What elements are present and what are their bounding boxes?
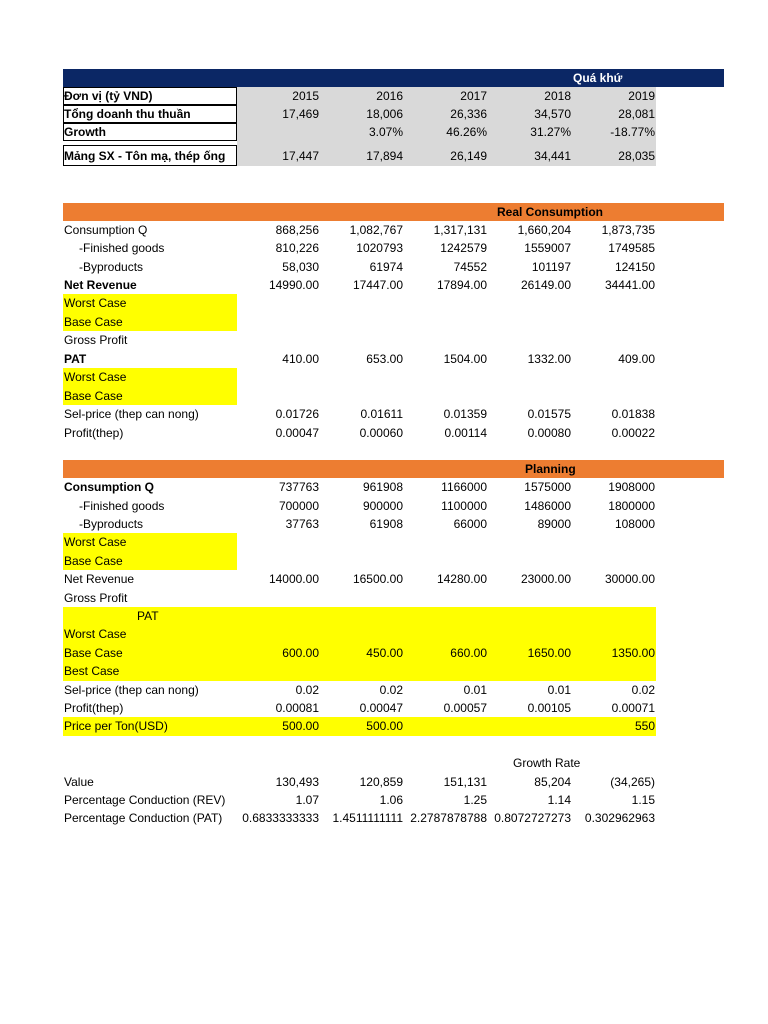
value-cell[interactable]: -18.77% <box>610 125 655 139</box>
value-cell[interactable]: 1166000 <box>441 480 487 494</box>
value-cell[interactable]: 101197 <box>531 260 571 274</box>
value-cell[interactable] <box>571 625 655 643</box>
value-cell[interactable]: 0.00057 <box>443 701 487 715</box>
planning-band <box>63 460 724 478</box>
value-cell[interactable]: 1,317,131 <box>433 223 487 237</box>
value-cell[interactable]: 1749585 <box>608 241 655 255</box>
value-cell[interactable] <box>237 552 319 570</box>
value-cell[interactable]: 1.07 <box>295 793 319 807</box>
value-cell[interactable]: 58,030 <box>282 260 319 274</box>
value-cell[interactable]: 0.00080 <box>527 426 571 440</box>
value-cell[interactable]: (34,265) <box>610 775 655 789</box>
value-cell[interactable]: 0.01726 <box>275 407 319 421</box>
value-cell[interactable] <box>571 387 655 405</box>
value-cell[interactable]: 31.27% <box>530 125 571 139</box>
value-cell[interactable]: 1,082,767 <box>349 223 403 237</box>
table-row <box>63 276 656 294</box>
value-cell[interactable] <box>319 387 403 405</box>
value-cell[interactable] <box>237 607 319 625</box>
value-cell[interactable]: 0.01611 <box>360 407 403 421</box>
value-cell[interactable]: 2.2787878788 <box>410 811 487 825</box>
row-label: Mảng SX - Tôn mạ, thép ống <box>64 149 226 163</box>
value-cell[interactable]: 26149.00 <box>520 278 571 292</box>
value-cell[interactable]: 89000 <box>537 517 571 531</box>
row-label: Sel-price (thep can nong) <box>64 407 199 421</box>
value-cell[interactable]: 0.6833333333 <box>242 811 319 825</box>
value-cell[interactable]: 17447.00 <box>352 278 403 292</box>
value-cell[interactable]: 450.00 <box>366 646 403 660</box>
value-cell[interactable] <box>403 662 487 680</box>
row-label: Growth <box>64 125 106 139</box>
value-cell[interactable] <box>571 533 655 551</box>
table-row <box>63 221 656 239</box>
table-row <box>63 350 656 368</box>
value-cell[interactable]: 17,447 <box>282 149 319 163</box>
row-label: Gross Profit <box>64 333 128 347</box>
row-label: Base Case <box>64 315 123 329</box>
table-row <box>63 368 656 386</box>
table-row <box>63 239 656 257</box>
value-cell[interactable]: 410.00 <box>282 352 319 366</box>
value-cell[interactable] <box>319 625 403 643</box>
value-cell[interactable]: 1242579 <box>440 241 487 255</box>
table-row <box>63 515 656 533</box>
value-cell[interactable] <box>403 589 487 607</box>
value-cell[interactable] <box>487 607 571 625</box>
value-cell[interactable] <box>237 313 319 331</box>
value-cell[interactable]: 0.02 <box>379 683 403 697</box>
value-cell[interactable] <box>237 589 319 607</box>
growth-rate-title-row <box>63 754 656 772</box>
row-label: Consumption Q <box>64 223 148 237</box>
year-cell[interactable]: 2016 <box>376 89 403 103</box>
value-cell[interactable]: 26,336 <box>450 107 487 121</box>
row-label: Tổng doanh thu thuần <box>64 107 191 121</box>
value-cell[interactable]: 600.00 <box>282 646 319 660</box>
value-cell[interactable]: 0.02 <box>295 683 319 697</box>
table-row <box>63 589 656 607</box>
row-label: -Byproducts <box>79 517 144 531</box>
value-cell[interactable]: 120,859 <box>359 775 403 789</box>
value-cell[interactable]: 1.06 <box>379 793 403 807</box>
value-cell[interactable]: 1800000 <box>608 499 655 513</box>
value-cell[interactable]: 0.00105 <box>527 701 571 715</box>
value-cell[interactable]: 700000 <box>278 499 319 513</box>
value-cell[interactable]: 14000.00 <box>268 572 319 586</box>
value-cell[interactable]: 1.14 <box>547 793 571 807</box>
value-cell[interactable]: 1350.00 <box>611 646 655 660</box>
value-cell[interactable]: 1100000 <box>441 499 487 513</box>
row-label: Base Case <box>64 389 123 403</box>
row-label: -Finished goods <box>79 499 165 513</box>
table-row <box>63 625 656 643</box>
value-cell[interactable] <box>237 368 319 386</box>
value-cell[interactable]: 0.00081 <box>275 701 319 715</box>
value-cell[interactable]: 1559007 <box>524 241 571 255</box>
value-cell[interactable]: 61908 <box>369 517 403 531</box>
value-cell[interactable]: 500.00 <box>282 719 319 733</box>
value-cell[interactable] <box>487 313 571 331</box>
value-cell[interactable]: 1020793 <box>356 241 403 255</box>
real-consumption-band <box>63 203 724 221</box>
value-cell[interactable]: 1.4511111111 <box>332 811 403 825</box>
value-cell[interactable] <box>237 331 319 349</box>
value-cell[interactable] <box>571 607 655 625</box>
value-cell[interactable]: 0.01 <box>547 683 571 697</box>
value-cell[interactable] <box>487 368 571 386</box>
value-cell[interactable] <box>319 331 403 349</box>
year-cell[interactable]: 2015 <box>292 89 319 103</box>
value-cell[interactable] <box>403 625 487 643</box>
history-band-label: Quá khứ <box>573 71 623 85</box>
value-cell[interactable]: 28,035 <box>618 149 655 163</box>
table-row <box>63 809 656 827</box>
row-label: Base Case <box>64 646 123 660</box>
history-header-row <box>63 87 656 105</box>
value-cell[interactable] <box>237 662 319 680</box>
row-label: PAT <box>64 352 87 366</box>
value-cell[interactable]: 0.01575 <box>527 407 571 421</box>
value-cell[interactable] <box>403 313 487 331</box>
value-cell[interactable] <box>319 662 403 680</box>
value-cell[interactable]: 0.00071 <box>611 701 655 715</box>
row-label: Net Revenue <box>64 278 137 292</box>
value-cell[interactable] <box>487 717 571 735</box>
row-label: Worst Case <box>64 627 127 641</box>
value-cell[interactable]: 34,570 <box>534 107 571 121</box>
row-label: Base Case <box>64 554 123 568</box>
value-cell[interactable] <box>571 589 655 607</box>
table-row <box>63 607 656 625</box>
table-row <box>63 294 656 312</box>
value-cell[interactable]: 868,256 <box>275 223 319 237</box>
row-label: -Finished goods <box>79 241 165 255</box>
value-cell[interactable] <box>403 717 487 735</box>
value-cell[interactable] <box>487 662 571 680</box>
table-row <box>63 331 656 349</box>
row-label: Worst Case <box>64 296 127 310</box>
value-cell[interactable] <box>487 552 571 570</box>
row-label: PAT <box>137 609 159 623</box>
value-cell[interactable] <box>237 625 319 643</box>
value-cell[interactable]: 653.00 <box>366 352 403 366</box>
value-cell[interactable] <box>487 589 571 607</box>
row-label: Consumption Q <box>64 480 154 494</box>
value-cell[interactable]: 660.00 <box>450 646 487 660</box>
value-cell[interactable] <box>487 387 571 405</box>
value-cell[interactable]: 0.02 <box>631 683 655 697</box>
value-cell[interactable] <box>571 313 655 331</box>
value-cell[interactable]: 900000 <box>362 499 403 513</box>
value-cell[interactable]: 1908000 <box>608 480 655 494</box>
value-cell[interactable]: 810,226 <box>275 241 319 255</box>
row-label: Worst Case <box>64 370 127 384</box>
history-growth-row <box>63 123 656 141</box>
table-row <box>63 258 656 276</box>
growth-rate-title: Growth Rate <box>513 756 581 770</box>
table-row <box>63 478 656 496</box>
value-cell[interactable] <box>487 331 571 349</box>
value-cell[interactable]: 0.00047 <box>359 701 403 715</box>
value-cell[interactable]: 108000 <box>614 517 655 531</box>
value-cell[interactable] <box>319 294 403 312</box>
value-cell[interactable]: 1,660,204 <box>517 223 571 237</box>
table-row <box>63 405 656 423</box>
value-cell[interactable]: 3.07% <box>368 125 403 139</box>
value-cell[interactable]: 1.15 <box>631 793 655 807</box>
value-cell[interactable] <box>403 294 487 312</box>
row-label: Worst Case <box>64 535 127 549</box>
value-cell[interactable]: 18,006 <box>366 107 403 121</box>
value-cell[interactable]: 1575000 <box>524 480 571 494</box>
value-cell[interactable]: 409.00 <box>618 352 655 366</box>
history-revenue-row <box>63 105 656 123</box>
value-cell[interactable]: 0.00022 <box>611 426 655 440</box>
table-row <box>63 681 656 699</box>
table-row <box>63 662 656 680</box>
value-cell[interactable] <box>571 368 655 386</box>
value-cell[interactable] <box>237 533 319 551</box>
value-cell[interactable]: 0.01838 <box>611 407 655 421</box>
value-cell[interactable] <box>571 552 655 570</box>
value-cell[interactable] <box>403 387 487 405</box>
value-cell[interactable]: 16500.00 <box>352 572 403 586</box>
planning-band-label: Planning <box>525 462 576 476</box>
value-cell[interactable] <box>403 331 487 349</box>
value-cell[interactable] <box>571 662 655 680</box>
value-cell[interactable]: 151,131 <box>443 775 487 789</box>
value-cell[interactable]: 1504.00 <box>443 352 487 366</box>
value-cell[interactable] <box>319 533 403 551</box>
value-cell[interactable]: 34,441 <box>534 149 571 163</box>
row-label: Best Case <box>64 664 120 678</box>
value-cell[interactable]: 46.26% <box>446 125 487 139</box>
value-cell[interactable]: 961908 <box>362 480 403 494</box>
value-cell[interactable]: 0.00060 <box>359 426 403 440</box>
table-row <box>63 533 656 551</box>
value-cell[interactable]: 124150 <box>614 260 655 274</box>
value-cell[interactable] <box>237 387 319 405</box>
year-cell[interactable]: 2018 <box>544 89 571 103</box>
value-cell[interactable]: 1332.00 <box>527 352 571 366</box>
history-segment-row <box>63 147 656 165</box>
value-cell[interactable]: 1,873,735 <box>601 223 655 237</box>
year-cell[interactable]: 2019 <box>628 89 655 103</box>
table-row <box>63 552 656 570</box>
value-cell[interactable] <box>319 589 403 607</box>
value-cell[interactable]: 0.01359 <box>443 407 487 421</box>
unit-label: Đơn vị (tỷ VND) <box>64 89 153 103</box>
value-cell[interactable]: 130,493 <box>275 775 319 789</box>
row-label: Profit(thep) <box>64 426 124 440</box>
value-cell[interactable]: 1486000 <box>524 499 571 513</box>
value-cell[interactable]: 14990.00 <box>268 278 319 292</box>
table-row <box>63 424 656 442</box>
table-row <box>63 791 656 809</box>
value-cell[interactable] <box>403 533 487 551</box>
value-cell[interactable] <box>403 607 487 625</box>
value-cell[interactable] <box>319 368 403 386</box>
year-cell[interactable]: 2017 <box>460 89 487 103</box>
value-cell[interactable]: 550 <box>634 719 655 733</box>
value-cell[interactable]: 17,469 <box>282 107 319 121</box>
value-cell[interactable]: 17,894 <box>366 149 403 163</box>
value-cell[interactable]: 28,081 <box>618 107 655 121</box>
value-cell[interactable]: 30000.00 <box>604 572 655 586</box>
value-cell[interactable] <box>319 607 403 625</box>
row-label: Sel-price (thep can nong) <box>64 683 199 697</box>
row-label: Gross Profit <box>64 591 128 605</box>
value-cell[interactable] <box>237 123 319 141</box>
value-cell[interactable] <box>237 294 319 312</box>
table-row <box>63 387 656 405</box>
row-label: Value <box>64 775 94 789</box>
table-row <box>63 717 656 735</box>
history-header-band <box>63 69 724 87</box>
table-row <box>63 313 656 331</box>
table-row <box>63 773 656 791</box>
value-cell[interactable] <box>487 294 571 312</box>
value-cell[interactable] <box>487 533 571 551</box>
value-cell[interactable]: 17894.00 <box>436 278 487 292</box>
value-cell[interactable]: 1.25 <box>463 793 487 807</box>
row-label: -Byproducts <box>79 260 144 274</box>
value-cell[interactable]: 737763 <box>278 480 319 494</box>
table-row <box>63 699 656 717</box>
value-cell[interactable]: 500.00 <box>366 719 403 733</box>
table-row <box>63 644 656 662</box>
row-label: Percentage Conduction (PAT) <box>64 811 223 825</box>
value-cell[interactable]: 0.00114 <box>444 426 487 440</box>
value-cell[interactable]: 14280.00 <box>436 572 487 586</box>
value-cell[interactable]: 85,204 <box>534 775 571 789</box>
value-cell[interactable]: 26,149 <box>450 149 487 163</box>
value-cell[interactable]: 23000.00 <box>520 572 571 586</box>
value-cell[interactable]: 74552 <box>453 260 487 274</box>
row-label: Net Revenue <box>64 572 135 586</box>
table-row <box>63 497 656 515</box>
value-cell[interactable]: 0.00047 <box>275 426 319 440</box>
value-cell[interactable] <box>487 625 571 643</box>
value-cell[interactable]: 66000 <box>453 517 487 531</box>
value-cell[interactable]: 61974 <box>369 260 403 274</box>
value-cell[interactable]: 1650.00 <box>527 646 571 660</box>
value-cell[interactable] <box>571 294 655 312</box>
value-cell[interactable] <box>403 368 487 386</box>
value-cell[interactable]: 0.01 <box>463 683 487 697</box>
row-label: Profit(thep) <box>64 701 124 715</box>
value-cell[interactable] <box>403 552 487 570</box>
row-label: Percentage Conduction (REV) <box>64 793 226 807</box>
value-cell[interactable]: 37763 <box>285 517 319 531</box>
row-label: Price per Ton(USD) <box>64 719 168 733</box>
value-cell[interactable]: 0.302962963 <box>584 811 655 825</box>
value-cell[interactable]: 34441.00 <box>604 278 655 292</box>
value-cell[interactable]: 0.8072727273 <box>494 811 571 825</box>
value-cell[interactable] <box>319 313 403 331</box>
value-cell[interactable] <box>319 552 403 570</box>
value-cell[interactable] <box>571 331 655 349</box>
real-band-label: Real Consumption <box>497 205 604 219</box>
table-row <box>63 570 656 588</box>
